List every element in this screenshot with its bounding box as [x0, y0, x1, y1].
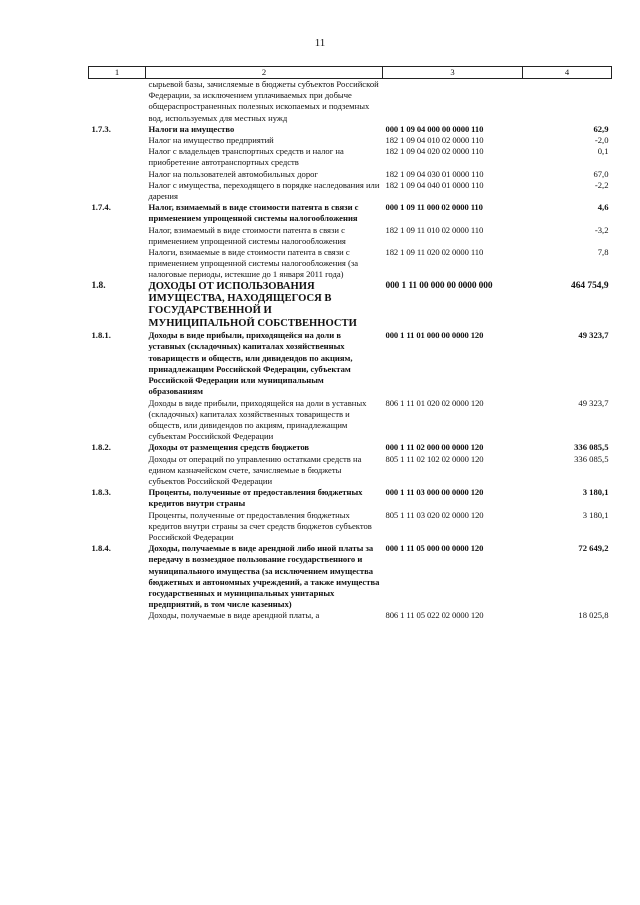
table-row: [89, 79, 612, 124]
table-row: [89, 225, 612, 247]
row-code: 182 1 09 04 030 01 0000 110: [385, 168, 484, 179]
row-number: 1.8.1.: [91, 330, 111, 341]
row-code: 182 1 09 11 020 02 0000 110: [385, 247, 484, 258]
row-code: 806 1 11 05 022 02 0000 120: [385, 610, 484, 621]
row-code: 000 1 11 02 000 00 0000 120: [385, 442, 484, 453]
page-number: 11: [314, 37, 326, 49]
table-row: [89, 543, 612, 610]
row-name: Доходы от операций по управлению остатками средств на едином казначейском счете, зачисляемые в бюджеты субъектов Российской Федерации: [148, 453, 362, 486]
column-number: 3: [383, 67, 523, 79]
row-name: Доходы, получаемые в виде арендной платы, а: [148, 610, 320, 621]
table-row: [89, 124, 612, 135]
row-amount: 49 323,7: [578, 397, 609, 408]
table-row: [89, 135, 612, 146]
row-name: Доходы в виде прибыли, приходящейся на доли в уставных (складочных) капиталах хозяйственных товариществ и обществ, или дивидендов по акциям, принадлежащим Российской Федерации, субъектам Российской Федерации или муниципальным образованиям: [148, 330, 353, 397]
column-numbers-row: [89, 67, 612, 79]
row-amount: -3,2: [594, 224, 609, 235]
row-amount: 0,1: [597, 146, 609, 157]
row-amount: [523, 79, 612, 124]
row-amount: 3 180,1: [582, 509, 609, 520]
table-row: [89, 330, 612, 397]
row-number: 1.8.2.: [91, 442, 111, 453]
row-number: 1.8.4.: [91, 543, 111, 554]
table-row: [89, 398, 612, 443]
row-code: [383, 79, 523, 124]
row-code: 000 1 11 03 000 00 0000 120: [385, 487, 484, 498]
row-number: 1.7.4.: [91, 202, 111, 213]
row-code: 182 1 09 11 010 02 0000 110: [385, 224, 484, 235]
row-code: 000 1 11 00 000 00 0000 000: [385, 280, 493, 291]
row-number: [89, 454, 146, 488]
row-code: 000 1 11 01 000 00 0000 120: [385, 330, 484, 341]
column-number: 4: [523, 67, 612, 79]
table-row: [89, 146, 612, 168]
row-number: [89, 180, 146, 202]
row-amount: -2,0: [594, 135, 609, 146]
row-name: Налоги на имущество: [148, 123, 235, 134]
row-code: 182 1 09 04 010 02 0000 110: [385, 135, 484, 146]
row-name: сырьевой базы, зачисляемые в бюджеты субъектов Российской Федерации, за исключением уплачиваемых при добыче общераспространенных полезных ископаемых и подземных вод, используемых для местных нужд: [148, 79, 379, 123]
row-name: Доходы, получаемые в виде арендной либо иной платы за передачу в возмездное пользование государственного и муниципального имущества (за исключением имущества бюджетных и автономных учреждений, а также имущества государственных и муниципальных унитарных предприятий, в том числе казенных): [148, 543, 380, 610]
row-number: [89, 247, 146, 281]
row-name: ДОХОДЫ ОТ ИСПОЛЬЗОВАНИЯ ИМУЩЕСТВА, НАХОДЯЩЕГОСЯ В ГОСУДАРСТВЕННОЙ И МУНИЦИПАЛЬНОЙ СОБСТВЕННОСТИ: [148, 280, 357, 329]
row-code: 000 1 09 04 000 00 0000 110: [385, 123, 484, 134]
row-number: 1.8.3.: [91, 487, 111, 498]
row-name: Налоги, взимаемые в виде стоимости патента в связи с применением упрощенной системы налогообложения (за налоговые периоды, истекшие до 1 января 2011 года): [148, 247, 359, 280]
row-number: [89, 135, 146, 146]
row-amount: 62,9: [593, 123, 609, 134]
row-amount: 4,6: [597, 202, 609, 213]
row-name: Налог с имущества, переходящего в порядке наследования или дарения: [148, 179, 380, 202]
row-name: Доходы от размещения средств бюджетов: [148, 442, 310, 453]
row-amount: 49 323,7: [578, 330, 609, 341]
column-number: 2: [146, 67, 383, 79]
table-row: [89, 454, 612, 488]
row-number: [89, 146, 146, 168]
row-number: [89, 79, 146, 124]
row-code: 805 1 11 02 102 02 0000 120: [385, 453, 484, 464]
row-code: 000 1 11 05 000 00 0000 120: [385, 543, 484, 554]
table-row: [89, 169, 612, 180]
row-name: Налог, взимаемый в виде стоимости патента в связи с применением упрощенной системы налогообложения: [148, 202, 359, 224]
table-row: [89, 180, 612, 202]
row-amount: 72 649,2: [578, 543, 609, 554]
row-code: 000 1 09 11 000 02 0000 110: [385, 202, 483, 213]
row-number: [89, 225, 146, 247]
row-code: 182 1 09 04 020 02 0000 110: [385, 146, 484, 157]
row-number: [89, 398, 146, 443]
row-number: [89, 610, 146, 621]
row-name: Доходы в виде прибыли, приходящейся на доли в уставных (складочных) капиталах хозяйственных товариществ и обществ, или дивидендов по акциям, принадлежащим субъектам Российской Федерации: [148, 397, 367, 442]
row-amount: 3 180,1: [582, 487, 609, 498]
row-amount: 67,0: [593, 168, 609, 179]
row-number: [89, 510, 146, 544]
row-name: Налог на имущество предприятий: [148, 135, 274, 146]
table-row: [89, 510, 612, 544]
table-row: [89, 442, 612, 453]
row-code: 182 1 09 04 040 01 0000 110: [385, 179, 484, 190]
row-name: Проценты, полученные от предоставления бюджетных кредитов внутри страны за счет средств бюджетов субъектов Российской Федерации: [148, 509, 372, 542]
row-amount: 7,8: [597, 247, 609, 258]
table-row: [89, 487, 612, 509]
row-name: Проценты, полученные от предоставления бюджетных кредитов внутри страны: [148, 487, 363, 509]
row-amount: 464 754,9: [571, 280, 609, 291]
row-name: Налог с владельцев транспортных средств и налог на приобретение автотранспортных средств: [148, 146, 344, 168]
row-code: 806 1 11 01 020 02 0000 120: [385, 397, 484, 408]
row-amount: 18 025,8: [578, 610, 609, 621]
row-amount: -2,2: [594, 179, 609, 190]
row-number: 1.7.3.: [91, 123, 111, 134]
table-row: [89, 247, 612, 281]
revenue-table: [88, 66, 612, 622]
table-row: [89, 610, 612, 621]
row-amount: 336 085,5: [574, 453, 609, 464]
table-row: [89, 202, 612, 224]
row-name: Налог, взимаемый в виде стоимости патента в связи с применением упрощенной системы налогообложения: [148, 224, 346, 246]
table-row: [89, 281, 612, 331]
column-number: 1: [89, 67, 146, 79]
row-code: 805 1 11 03 020 02 0000 120: [385, 509, 484, 520]
row-number: [89, 169, 146, 180]
row-number: 1.8.: [91, 280, 106, 291]
row-amount: 336 085,5: [574, 442, 609, 453]
row-name: Налог на пользователей автомобильных дорог: [148, 168, 318, 179]
